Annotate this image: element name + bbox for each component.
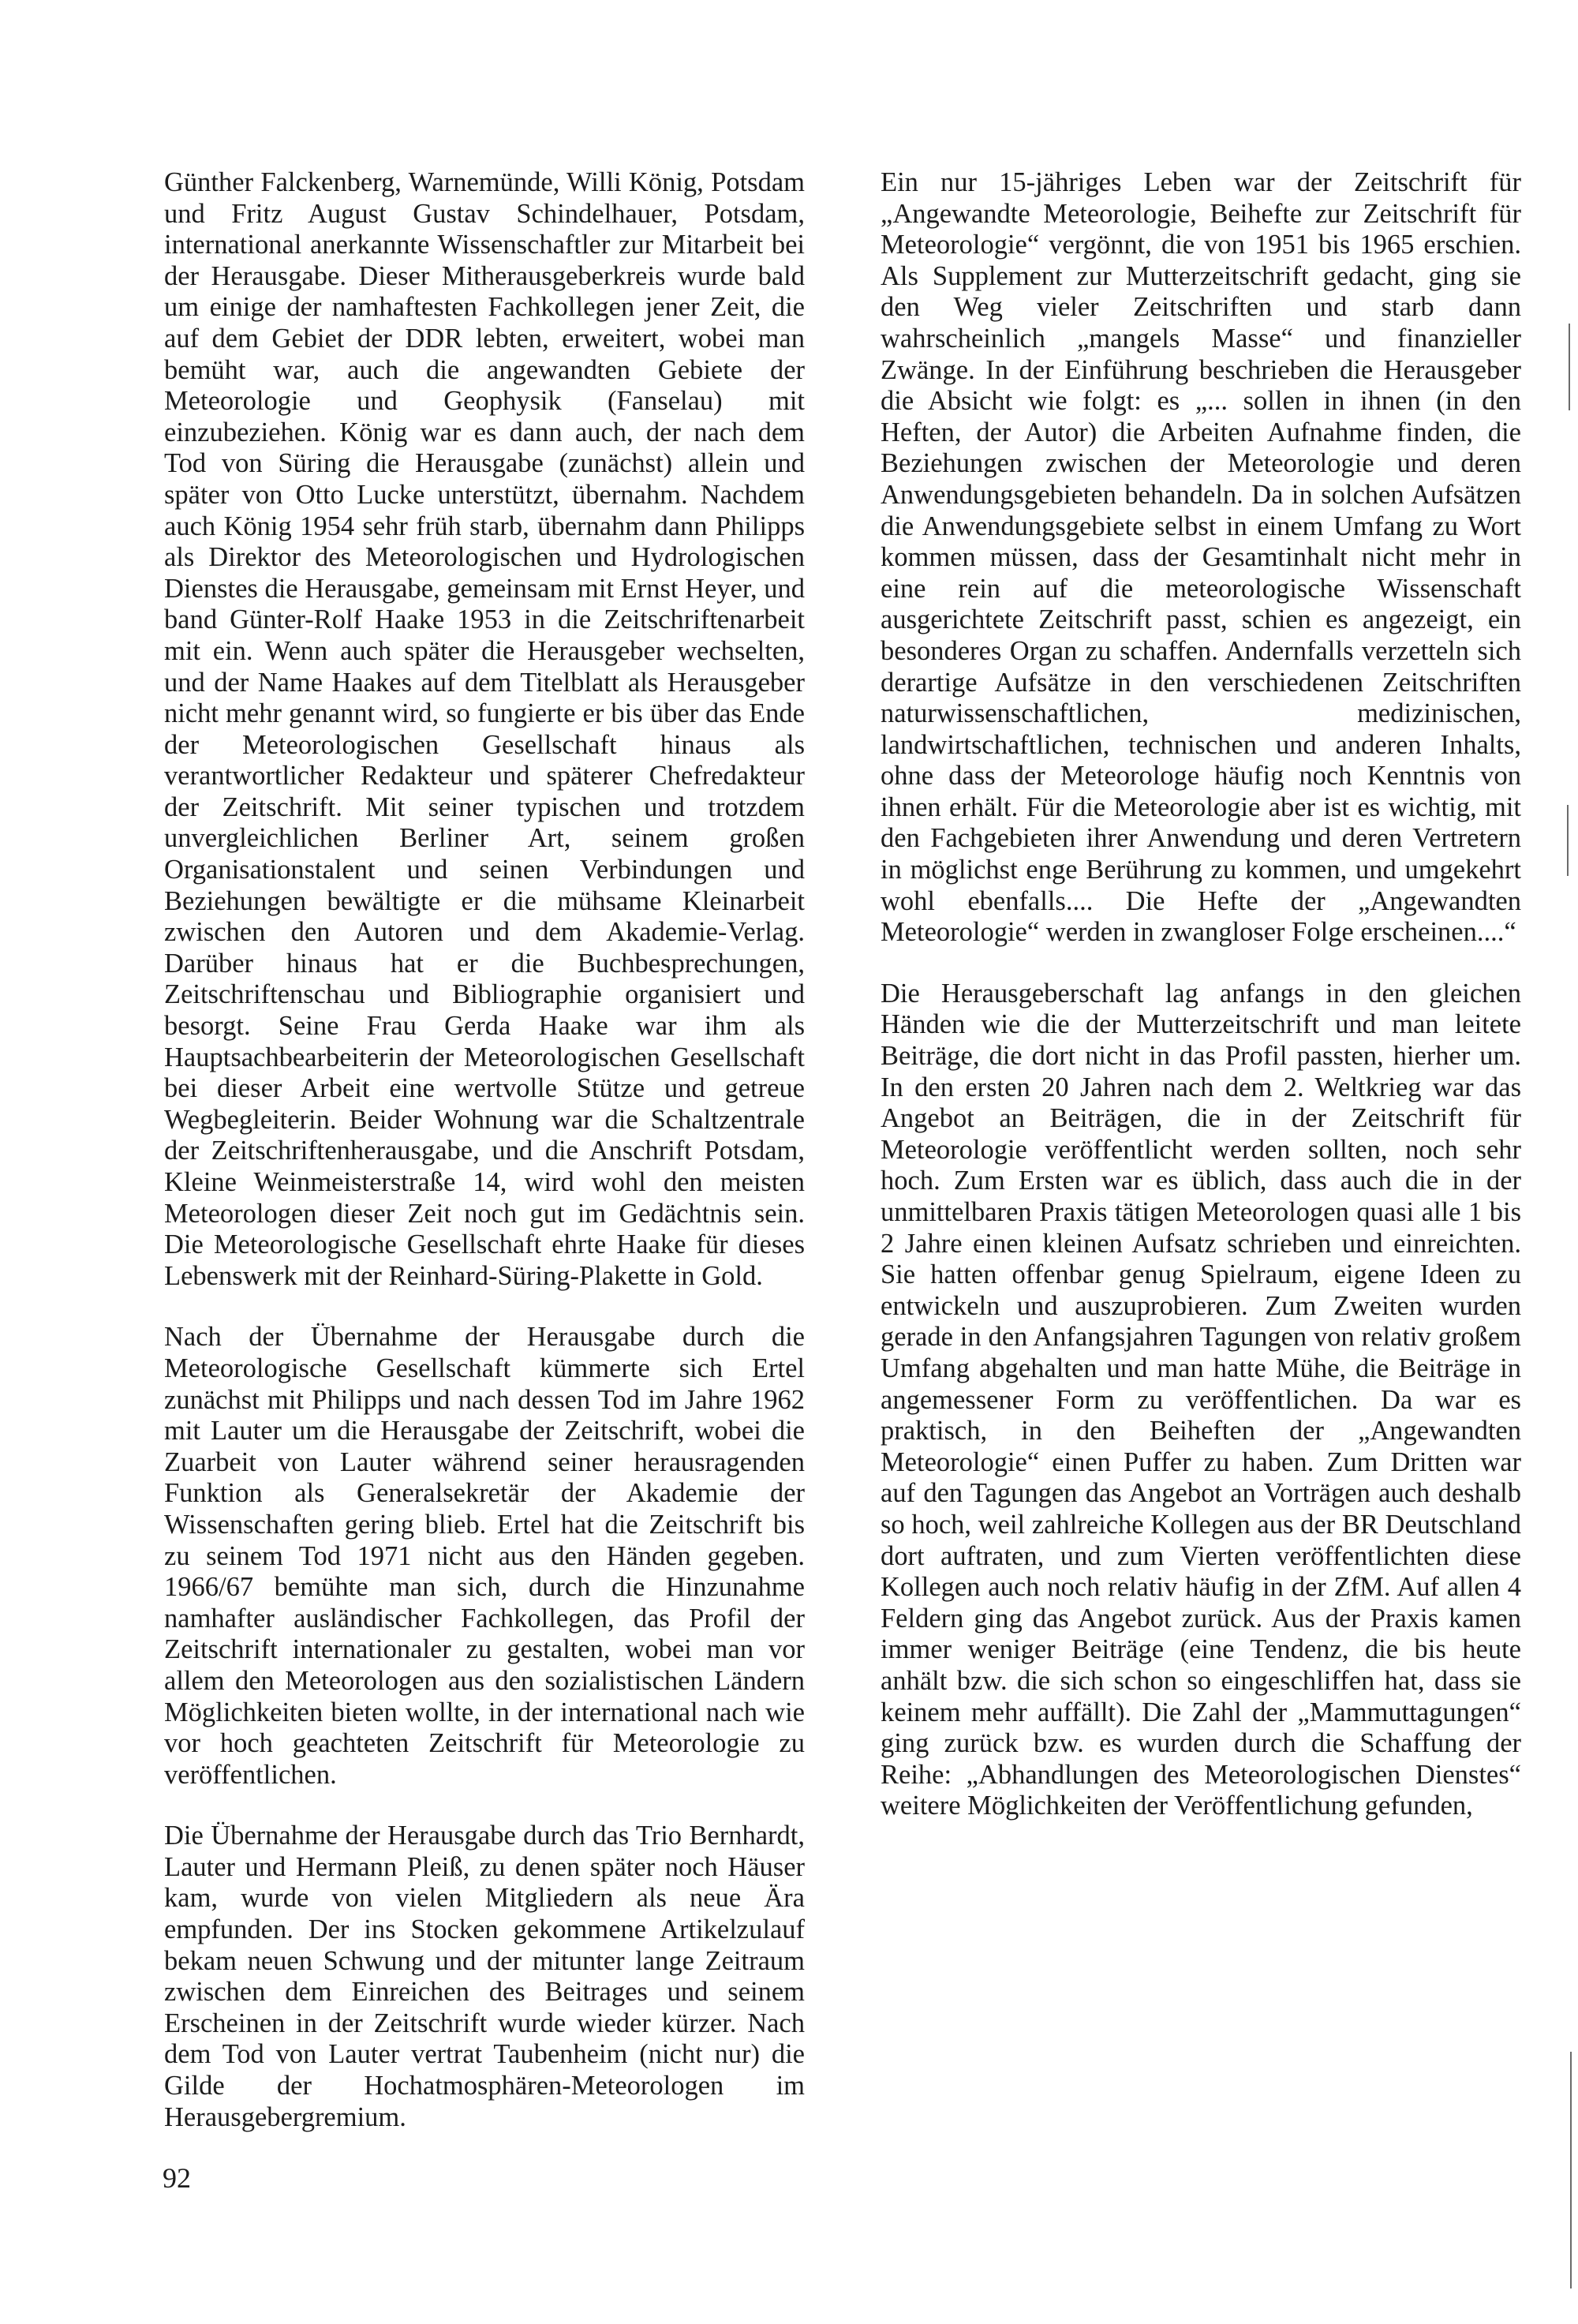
paragraph: Die Herausgeberschaft lag anfangs in den gleichen Händen wie die der Mutterzeitschrift und man leitete Beiträge, die dort nicht in das Profil passten, hierher um. In den ersten 20 Jahren nach dem 2. Weltkrieg war das Angebot an Beiträgen, die in der Zeitschrift für Meteorologie veröffentlicht werden sollten, noch sehr hoch. Zum Ersten war es üblich, dass auch die in der unmittelbaren Praxis tätigen Meteorologen quasi alle 1 bis 2 Jahre einen kleinen Aufsatz schrieben und einreichten. Sie hatten offenbar genug Spielraum, eigene Ideen zu entwickeln und auszuprobieren. Zum Zweiten wurden gerade in den Anfangsjahren Tagungen von relativ großem Umfang abgehalten und man hatte Mühe, die Beiträge in angemessener Form zu veröffentlichen. Da war es praktisch, in den Beiheften der „Angewandten Meteorologie“ einen Puffer zu haben. Zum Dritten war auf den Tagungen das Angebot an Vorträgen auch deshalb so hoch, weil zahlreiche Kollegen aus der BR Deutschland dort auftraten, und zum Vierten veröffentlichten diese Kollegen auch noch relativ häufig in der ZfM. Auf allen 4 Feldern ging das Angebot zurück. Aus der Praxis kamen immer weniger Beiträge (eine Tendenz, die bis heute anhält bzw. die sich schon so eingeschliffen hat, dass sie keinem mehr auffällt). Die Zahl der „Mammuttagungen“ ging zurück bzw. es wurden durch die Schaffung der Reihe: „Abhandlungen des Meteorologischen Dienstes“ weitere Möglichkeiten der Veröffentlichung gefunden, bbox=[881, 978, 1521, 1821]
scan-edge-mark bbox=[1567, 805, 1569, 876]
page-number: 92 bbox=[163, 2162, 191, 2194]
left-text-column bbox=[164, 167, 805, 2133]
scan-edge-mark bbox=[1570, 2052, 1572, 2288]
paragraph: Günther Falckenberg, Warnemünde, Willi König, Potsdam und Fritz August Gustav Schindelhauer, Potsdam, international anerkannte Wissenschaftler zur Mitarbeit bei der Herausgabe. Dieser Mitherausgeberkreis wurde bald um einige der namhaftesten Fachkollegen jener Zeit, die auf dem Gebiet der DDR lebten, erweitert, wobei man bemüht war, auch die angewandten Gebiete der Meteorologie und Geophysik (Fanselau) mit einzubeziehen. König war es dann auch, der nach dem Tod von Süring die Herausgabe (zunächst) allein und später von Otto Lucke unterstützt, übernahm. Nachdem auch König 1954 sehr früh starb, übernahm dann Philipps als Direktor des Meteorologischen und Hydrologischen Dienstes die Herausgabe, gemeinsam mit Ernst Heyer, und band Günter-Rolf Haake 1953 in die Zeitschriftenarbeit mit ein. Wenn auch später die Herausgeber wechselten, und der Name Haakes auf dem Titelblatt als Herausgeber nicht mehr genannt wird, so fungierte er bis über das Ende der Meteorologischen Gesellschaft hinaus als verantwortlicher Redakteur und späterer Chefredakteur der Zeitschrift. Mit seiner typischen und trotzdem unvergleichlichen Berliner Art, seinem großen Organisationstalent und seinen Verbindungen und Beziehungen bewältigte er die mühsame Kleinarbeit zwischen den Autoren und dem Akademie-Verlag. Darüber hinaus hat er die Buchbesprechungen, Zeitschriftenschau und Bibliographie organisiert und besorgt. Seine Frau Gerda Haake war ihm als Hauptsachbearbeiterin der Meteorologischen Gesellschaft bei dieser Arbeit eine wertvolle Stütze und getreue Wegbegleiterin. Beider Wohnung war die Schaltzentrale der Zeitschriftenherausgabe, und die Anschrift Potsdam, Kleine Weinmeisterstraße 14, wird wohl den meisten Meteorologen dieser Zeit noch gut im Gedächtnis sein. Die Meteorologische Gesellschaft ehrte Haake für dieses Lebenswerk mit der Reinhard-Süring-Plakette in Gold. bbox=[164, 167, 806, 1291]
right-text-column bbox=[881, 167, 1521, 1822]
paragraph: Ein nur 15-jähriges Leben war der Zeitschrift für „Angewandte Meteorologie, Beihefte zur Zeitschrift für Meteorologie“ vergönnt, die von 1951 bis 1965 erschien. Als Supplement zur Mutterzeitschrift gedacht, ging sie den Weg vieler Zeitschriften und starb dann wahrscheinlich „mangels Masse“ und finanzieller Zwänge. In der Einführung beschrieben die Herausgeber die Absicht wie folgt: es „... sollen in ihnen (in den Heften, der Autor) die Arbeiten Aufnahme finden, die Beziehungen zwischen der Meteorologie und deren Anwendungsgebieten behandeln. Da in solchen Aufsätzen die Anwendungsgebiete selbst in einem Umfang zu Wort kommen müssen, dass der Gesamtinhalt nicht mehr in eine rein auf die meteorologische Wissenschaft ausgerichtete Zeitschrift passt, schien es angezeigt, ein besonderes Organ zu schaffen. Andernfalls verzetteln sich derartige Aufsätze in den verschiedenen Zeitschriften naturwissenschaftlichen, medizinischen, landwirtschaftlichen, technischen und anderen Inhalts, ohne dass der Meteorologe häufig noch Kenntnis von ihnen erhält. Für die Meteorologie aber ist es wichtig, mit den Fachgebieten ihrer Anwendung und deren Vertretern in möglichst enge Berührung zu kommen, und umgekehrt wohl ebenfalls.... Die Hefte der „Angewandten Meteorologie“ werden in zwangloser Folge erscheinen....“ bbox=[881, 167, 1521, 948]
paragraph: Die Übernahme der Herausgabe durch das Trio Bernhardt, Lauter und Hermann Pleiß, zu denen später noch Häuser kam, wurde von vielen Mitgliedern als neue Ära empfunden. Der ins Stocken gekommene Artikelzulauf bekam neuen Schwung und der mitunter lange Zeitraum zwischen dem Einreichen des Beitrages und seinem Erscheinen in der Zeitschrift wurde wieder kürzer. Nach dem Tod von Lauter vertrat Taubenheim (nicht nur) die Gilde der Hochatmosphären-Meteorologen im Herausgebergremium. bbox=[164, 1821, 805, 2132]
paragraph: Nach der Übernahme der Herausgabe durch die Meteorologische Gesellschaft kümmerte sich Ertel zunächst mit Philipps und nach dessen Tod im Jahre 1962 mit Lauter um die Herausgabe der Zeitschrift, wobei die Zuarbeit von Lauter während seiner herausragenden Funktion als Generalsekretär der Akademie der Wissenschaften gering blieb. Ertel hat die Zeitschrift bis zu seinem Tod 1971 nicht aus den Händen gegeben. 1966/67 bemühte man sich, durch die Hinzunahme namhafter ausländischer Fachkollegen, das Profil der Zeitschrift internationaler zu gestalten, wobei man vor allem den Meteorologen aus den sozialistischen Ländern Möglichkeiten bieten wollte, in der international nach wie vor hoch geachteten Zeitschrift für Meteorologie zu veröffentlichen. bbox=[164, 1322, 805, 1790]
scan-edge-mark bbox=[1569, 324, 1570, 410]
